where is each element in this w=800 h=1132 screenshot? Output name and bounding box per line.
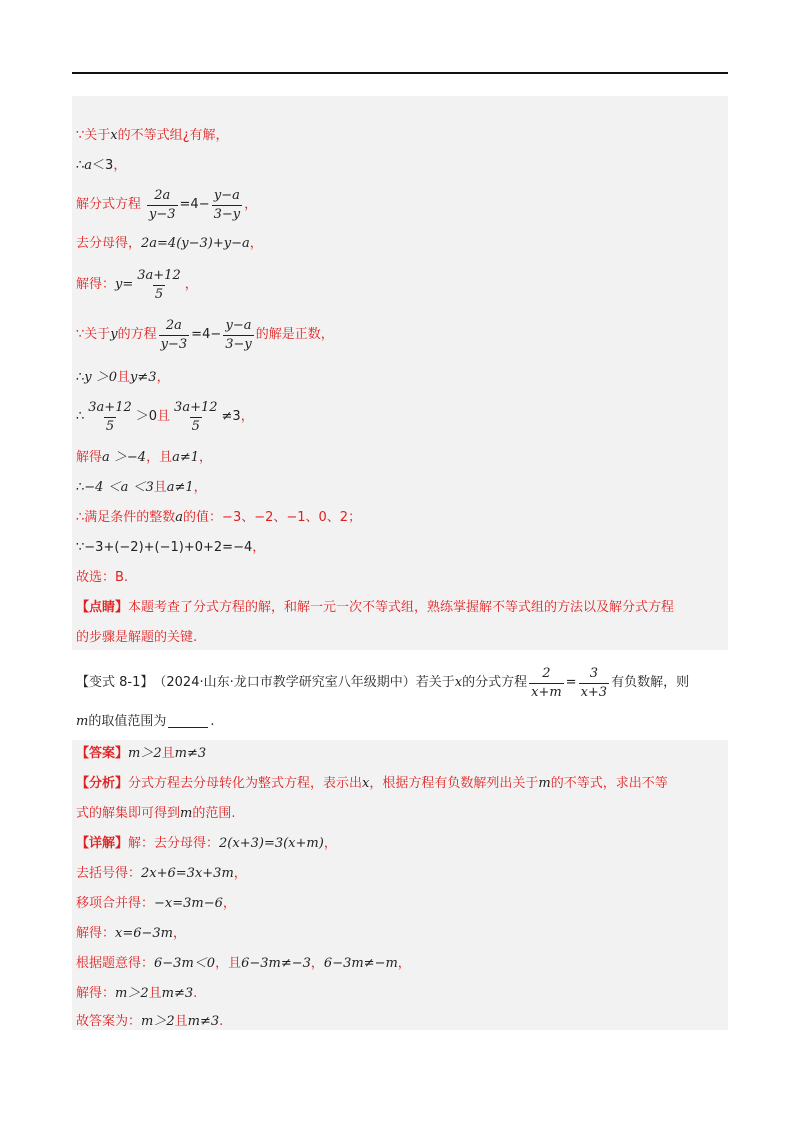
text: 的值：−3、−2、−1、0、2； xyxy=(183,510,362,525)
expression: −x=3m−6 xyxy=(154,896,223,911)
text: 的分式方程 xyxy=(462,675,528,691)
expression: a ＞−4 xyxy=(102,450,147,465)
text: ， xyxy=(397,956,411,971)
text: 解得： xyxy=(76,926,116,941)
expression: a≠1 xyxy=(172,450,199,465)
fraction: $\frac{2a}{y-3}$ xyxy=(149,188,176,222)
question-tag: 【变式 8-1】 xyxy=(76,675,154,691)
symbol: ∴ xyxy=(76,370,85,385)
text: 解：去分母得： xyxy=(128,836,220,851)
text: . xyxy=(219,1014,224,1029)
variable: x xyxy=(110,128,118,143)
text: 解得 xyxy=(76,450,103,465)
text: ，且 xyxy=(215,956,242,971)
solution-line-4 xyxy=(76,236,263,252)
text: 的方程 xyxy=(117,327,157,343)
fraction: $\frac{3a+12}{5}$ xyxy=(88,400,132,434)
text: 式的解集即可得到 xyxy=(76,806,181,821)
expression: y= xyxy=(115,277,134,293)
text: ， xyxy=(184,277,198,293)
solution-line-2 xyxy=(76,158,126,174)
text: ∴满足条件的整数 xyxy=(76,510,176,525)
fraction: $\frac{y-a}{3-y}$ xyxy=(213,188,241,222)
symbol: ∴ xyxy=(76,409,85,425)
detail-line-3 xyxy=(76,896,236,912)
text: . xyxy=(210,714,215,729)
solution-line-1 xyxy=(76,128,229,144)
text: 且 xyxy=(153,480,167,495)
variable: a xyxy=(175,510,184,525)
text: ， xyxy=(193,480,207,495)
solution-line-14 xyxy=(76,600,674,616)
text: 根据题意得： xyxy=(76,956,155,971)
expression: y≠3 xyxy=(130,370,157,385)
expression: ＜3 xyxy=(92,158,114,173)
answer-tag: 【答案】 xyxy=(76,746,129,761)
text: 去括号得： xyxy=(76,866,142,881)
text: 解得： xyxy=(76,986,116,1001)
symbol: ∴ xyxy=(76,158,85,173)
variable: a xyxy=(84,158,93,173)
text: ∵关于 xyxy=(76,128,111,143)
text: ， xyxy=(240,409,254,425)
solution-line-12 xyxy=(76,540,265,556)
solution-line-7 xyxy=(76,370,170,386)
variable: x xyxy=(454,675,463,691)
text: ， xyxy=(113,158,127,173)
text: ， xyxy=(310,956,324,971)
symbol: ∴ xyxy=(76,480,85,495)
expression: y ＞0 xyxy=(84,370,118,385)
detail-line-7 xyxy=(76,1014,223,1030)
text: ， xyxy=(323,836,337,851)
expression: ≠3 xyxy=(221,409,241,425)
text: 解分式方程 xyxy=(76,197,142,213)
expression: 6−3m≠−3 xyxy=(241,956,311,971)
variable: m xyxy=(76,714,89,729)
text: 本题考查了分式方程的解，和解一元一次不等式组，熟练掌握解不等式组的方法以及解分式方程 xyxy=(128,600,675,615)
text: 分式方程去分母转化为整式方程，表示出 xyxy=(128,776,363,791)
solution-line-13 xyxy=(76,570,128,586)
text: ， xyxy=(233,866,247,881)
text: 若关于 xyxy=(415,675,455,691)
variable: y xyxy=(110,327,118,343)
detail-line-2 xyxy=(76,866,247,882)
text: 的解是正数， xyxy=(255,327,334,343)
question-line-2 xyxy=(76,714,214,730)
text: ， xyxy=(222,896,236,911)
text: ，根据方程有负数解列出关于 xyxy=(369,776,539,791)
fraction: $\frac{y-a}{3-y}$ xyxy=(225,318,252,352)
text: ，且 xyxy=(146,450,173,465)
text: 的不等式，求出不等 xyxy=(550,776,668,791)
section-tag: 【点睛】 xyxy=(76,600,129,615)
solution-line-8 xyxy=(76,400,254,434)
fraction: $\frac{3}{x+3}$ xyxy=(580,666,608,700)
solution-line-9 xyxy=(76,450,212,466)
detail-line-6 xyxy=(76,986,197,1002)
solution-background xyxy=(72,96,728,650)
variable: m xyxy=(538,776,551,791)
text: 的不等式组¿有解， xyxy=(117,128,229,143)
answer-blank xyxy=(168,715,208,728)
detail-line-4 xyxy=(76,926,186,942)
solution-line-6 xyxy=(76,318,334,352)
answer-line xyxy=(76,746,206,762)
text: 且 xyxy=(157,409,171,425)
text: 去分母得， xyxy=(76,236,142,251)
expression: ＞0 xyxy=(135,409,158,425)
expression: 2x+6=3x+3m xyxy=(141,866,234,881)
analysis-line-1 xyxy=(76,776,668,792)
variable: m xyxy=(180,806,193,821)
text: ， xyxy=(252,540,266,555)
question-line-1 xyxy=(76,666,689,700)
text: 的取值范围为 xyxy=(88,714,167,729)
expression: m＞2 xyxy=(115,986,149,1001)
expression: m＞2 xyxy=(128,746,162,761)
expression: −3+(−2)+(−1)+0+2=−4 xyxy=(84,540,253,555)
text: ， xyxy=(244,197,258,213)
analysis-tag: 【分析】 xyxy=(76,776,129,791)
variable: x xyxy=(362,776,370,791)
text: ， xyxy=(173,926,187,941)
solution-line-3 xyxy=(76,188,257,222)
text: ∵关于 xyxy=(76,327,111,343)
operator: =4− xyxy=(179,197,210,213)
text: 且 xyxy=(148,986,162,1001)
question-source: （2024·山东·龙口市教学研究室八年级期中） xyxy=(153,675,416,691)
operator: =4− xyxy=(191,327,222,343)
fraction: $\frac{2a}{y-3}$ xyxy=(160,318,188,352)
text: 故答案为： xyxy=(76,1014,142,1029)
expression: a≠1 xyxy=(166,480,194,495)
text: . xyxy=(193,986,198,1001)
expression: 6−3m≠−m xyxy=(323,956,398,971)
expression: x=6−3m xyxy=(115,926,174,941)
fraction: $\frac{3a+12}{5}$ xyxy=(174,400,218,434)
expression: m＞2 xyxy=(141,1014,175,1029)
analysis-line-2 xyxy=(76,806,235,822)
text: 的范围. xyxy=(192,806,236,821)
detail-line-5 xyxy=(76,956,411,972)
operator: = xyxy=(565,675,577,691)
text: ， xyxy=(199,450,213,465)
expression: 2(x+3)=3(x+m) xyxy=(219,836,324,851)
text: 且 xyxy=(161,746,175,761)
symbol: ∵ xyxy=(76,540,85,555)
text: 有负数解，则 xyxy=(611,675,690,691)
text: 的步骤是解题的关键. xyxy=(76,630,198,645)
solution-line-11 xyxy=(76,510,361,526)
expression: 6−3m＜0 xyxy=(154,956,216,971)
text: ， xyxy=(156,370,170,385)
text: ， xyxy=(249,236,263,251)
header-rule xyxy=(72,72,728,74)
expression: m≠3 xyxy=(174,746,207,761)
text: 且 xyxy=(174,1014,188,1029)
text: 移项合并得： xyxy=(76,896,155,911)
text: 解得： xyxy=(76,277,116,293)
text: 故选：B. xyxy=(76,570,129,585)
solution-line-15 xyxy=(76,630,197,646)
fraction: $\frac{2}{x+m}$ xyxy=(531,666,562,700)
expression: m≠3 xyxy=(187,1014,220,1029)
expression: −4 ＜a ＜3 xyxy=(84,480,154,495)
detail-tag: 【详解】 xyxy=(76,836,129,851)
expression: m≠3 xyxy=(161,986,194,1001)
solution-line-5 xyxy=(76,268,198,302)
fraction: $\frac{3a+12}{5}$ xyxy=(137,268,181,302)
expression: 2a=4(y−3)+y−a xyxy=(141,236,250,251)
detail-line-1 xyxy=(76,836,337,852)
text: 且 xyxy=(117,370,131,385)
solution-line-10 xyxy=(76,480,207,496)
